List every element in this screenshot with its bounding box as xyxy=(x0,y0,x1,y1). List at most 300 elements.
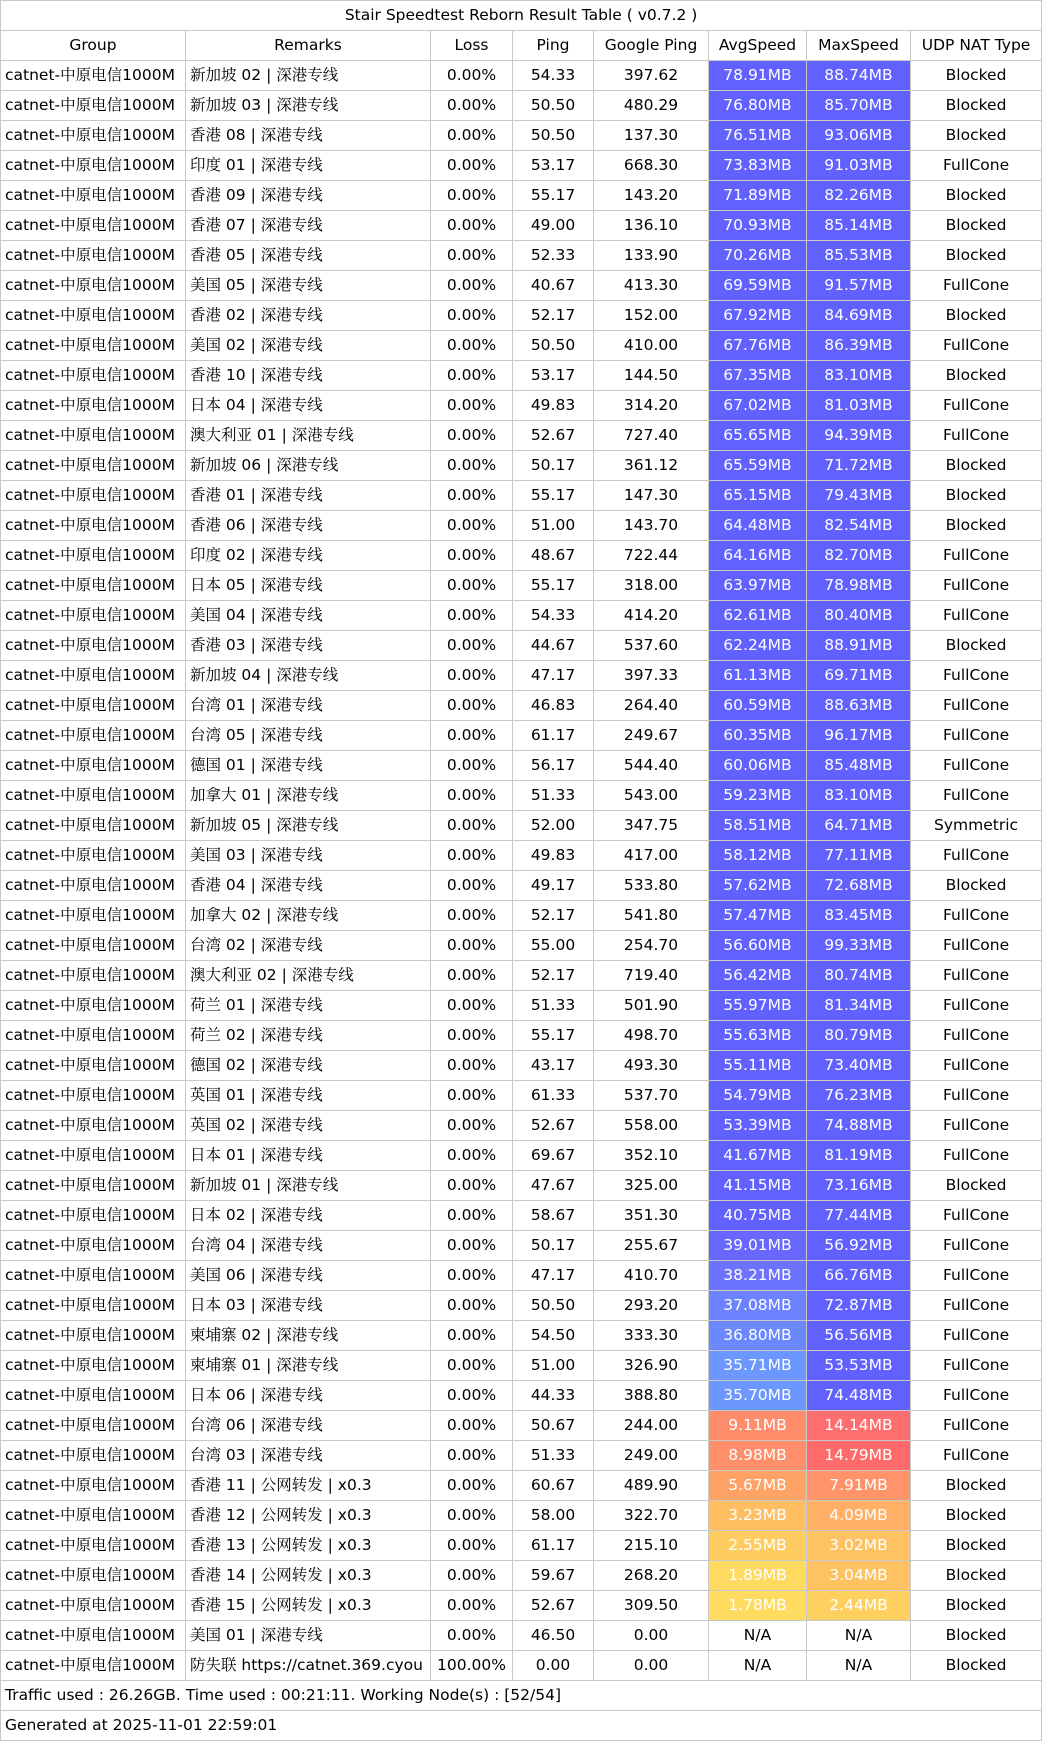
cell-ping: 52.17 xyxy=(513,901,594,931)
cell-group: catnet-中原电信1000M xyxy=(1,1021,186,1051)
table-row xyxy=(1,1201,1042,1231)
cell-group: catnet-中原电信1000M xyxy=(1,721,186,751)
cell-group: catnet-中原电信1000M xyxy=(1,901,186,931)
table-row xyxy=(1,961,1042,991)
cell-avg-speed: 62.24MB xyxy=(709,631,807,661)
cell-ping: 50.17 xyxy=(513,1231,594,1261)
table-row xyxy=(1,271,1042,301)
table-row xyxy=(1,361,1042,391)
table-row xyxy=(1,901,1042,931)
cell-ping: 58.67 xyxy=(513,1201,594,1231)
cell-avg-speed: 61.13MB xyxy=(709,661,807,691)
cell-udp-nat-type: Blocked xyxy=(911,301,1042,331)
cell-loss: 0.00% xyxy=(431,1411,513,1441)
cell-max-speed: 73.40MB xyxy=(807,1051,911,1081)
cell-google-ping: 347.75 xyxy=(594,811,709,841)
cell-loss: 0.00% xyxy=(431,1081,513,1111)
cell-udp-nat-type: FullCone xyxy=(911,271,1042,301)
cell-udp-nat-type: Blocked xyxy=(911,1501,1042,1531)
cell-max-speed: 99.33MB xyxy=(807,931,911,961)
cell-ping: 51.00 xyxy=(513,1351,594,1381)
cell-group: catnet-中原电信1000M xyxy=(1,151,186,181)
cell-google-ping: 293.20 xyxy=(594,1291,709,1321)
table-row xyxy=(1,631,1042,661)
cell-max-speed: 83.45MB xyxy=(807,901,911,931)
cell-remarks: 日本 05 | 深港专线 xyxy=(186,571,431,601)
cell-udp-nat-type: Blocked xyxy=(911,871,1042,901)
cell-remarks: 日本 02 | 深港专线 xyxy=(186,1201,431,1231)
cell-avg-speed: 70.26MB xyxy=(709,241,807,271)
cell-remarks: 美国 05 | 深港专线 xyxy=(186,271,431,301)
cell-udp-nat-type: FullCone xyxy=(911,391,1042,421)
cell-udp-nat-type: FullCone xyxy=(911,901,1042,931)
cell-group: catnet-中原电信1000M xyxy=(1,931,186,961)
cell-ping: 52.67 xyxy=(513,421,594,451)
cell-max-speed: 14.79MB xyxy=(807,1441,911,1471)
cell-avg-speed: 62.61MB xyxy=(709,601,807,631)
cell-group: catnet-中原电信1000M xyxy=(1,1321,186,1351)
cell-remarks: 日本 06 | 深港专线 xyxy=(186,1381,431,1411)
cell-group: catnet-中原电信1000M xyxy=(1,1591,186,1621)
cell-group: catnet-中原电信1000M xyxy=(1,1621,186,1651)
cell-remarks: 柬埔寨 02 | 深港专线 xyxy=(186,1321,431,1351)
cell-google-ping: 351.30 xyxy=(594,1201,709,1231)
cell-loss: 0.00% xyxy=(431,571,513,601)
table-row xyxy=(1,121,1042,151)
table-row xyxy=(1,181,1042,211)
cell-ping: 61.33 xyxy=(513,1081,594,1111)
cell-udp-nat-type: FullCone xyxy=(911,1441,1042,1471)
cell-remarks: 美国 01 | 深港专线 xyxy=(186,1621,431,1651)
cell-avg-speed: 60.06MB xyxy=(709,751,807,781)
cell-remarks: 澳大利亚 02 | 深港专线 xyxy=(186,961,431,991)
cell-loss: 0.00% xyxy=(431,421,513,451)
cell-max-speed: 80.79MB xyxy=(807,1021,911,1051)
cell-ping: 59.67 xyxy=(513,1561,594,1591)
cell-google-ping: 0.00 xyxy=(594,1621,709,1651)
cell-loss: 0.00% xyxy=(431,751,513,781)
cell-ping: 51.33 xyxy=(513,781,594,811)
cell-loss: 0.00% xyxy=(431,211,513,241)
cell-loss: 0.00% xyxy=(431,241,513,271)
cell-google-ping: 397.33 xyxy=(594,661,709,691)
cell-group: catnet-中原电信1000M xyxy=(1,391,186,421)
cell-max-speed: 83.10MB xyxy=(807,781,911,811)
cell-google-ping: 309.50 xyxy=(594,1591,709,1621)
cell-google-ping: 541.80 xyxy=(594,901,709,931)
cell-google-ping: 318.00 xyxy=(594,571,709,601)
cell-ping: 60.67 xyxy=(513,1471,594,1501)
table-row xyxy=(1,1261,1042,1291)
cell-ping: 55.17 xyxy=(513,481,594,511)
cell-loss: 0.00% xyxy=(431,721,513,751)
cell-loss: 0.00% xyxy=(431,841,513,871)
cell-remarks: 日本 04 | 深港专线 xyxy=(186,391,431,421)
cell-avg-speed: 67.02MB xyxy=(709,391,807,421)
cell-udp-nat-type: FullCone xyxy=(911,1351,1042,1381)
header-avg-speed: AvgSpeed xyxy=(709,31,807,61)
cell-udp-nat-type: FullCone xyxy=(911,961,1042,991)
cell-remarks: 香港 05 | 深港专线 xyxy=(186,241,431,271)
cell-ping: 49.17 xyxy=(513,871,594,901)
cell-ping: 54.33 xyxy=(513,601,594,631)
cell-remarks: 香港 11 | 公网转发 | x0.3 xyxy=(186,1471,431,1501)
cell-max-speed: 85.53MB xyxy=(807,241,911,271)
cell-avg-speed: 56.60MB xyxy=(709,931,807,961)
cell-google-ping: 493.30 xyxy=(594,1051,709,1081)
cell-ping: 50.50 xyxy=(513,121,594,151)
cell-avg-speed: 76.80MB xyxy=(709,91,807,121)
cell-loss: 0.00% xyxy=(431,331,513,361)
table-row xyxy=(1,931,1042,961)
header-google-ping: Google Ping xyxy=(594,31,709,61)
cell-remarks: 新加坡 05 | 深港专线 xyxy=(186,811,431,841)
cell-google-ping: 727.40 xyxy=(594,421,709,451)
cell-group: catnet-中原电信1000M xyxy=(1,1201,186,1231)
cell-max-speed: 85.48MB xyxy=(807,751,911,781)
cell-google-ping: 388.80 xyxy=(594,1381,709,1411)
cell-group: catnet-中原电信1000M xyxy=(1,211,186,241)
cell-group: catnet-中原电信1000M xyxy=(1,1441,186,1471)
cell-loss: 0.00% xyxy=(431,301,513,331)
table-row xyxy=(1,391,1042,421)
cell-group: catnet-中原电信1000M xyxy=(1,421,186,451)
cell-udp-nat-type: Blocked xyxy=(911,1591,1042,1621)
cell-remarks: 台湾 06 | 深港专线 xyxy=(186,1411,431,1441)
cell-ping: 47.67 xyxy=(513,1171,594,1201)
cell-loss: 0.00% xyxy=(431,871,513,901)
header-ping: Ping xyxy=(513,31,594,61)
table-row xyxy=(1,481,1042,511)
cell-max-speed: 74.88MB xyxy=(807,1111,911,1141)
cell-ping: 47.17 xyxy=(513,661,594,691)
cell-avg-speed: 71.89MB xyxy=(709,181,807,211)
cell-remarks: 香港 12 | 公网转发 | x0.3 xyxy=(186,1501,431,1531)
cell-google-ping: 133.90 xyxy=(594,241,709,271)
cell-loss: 0.00% xyxy=(431,1471,513,1501)
cell-udp-nat-type: FullCone xyxy=(911,1261,1042,1291)
cell-avg-speed: 55.11MB xyxy=(709,1051,807,1081)
cell-max-speed: 79.43MB xyxy=(807,481,911,511)
header-remarks: Remarks xyxy=(186,31,431,61)
cell-ping: 61.17 xyxy=(513,721,594,751)
cell-group: catnet-中原电信1000M xyxy=(1,181,186,211)
cell-group: catnet-中原电信1000M xyxy=(1,271,186,301)
cell-udp-nat-type: Blocked xyxy=(911,451,1042,481)
cell-avg-speed: 60.35MB xyxy=(709,721,807,751)
cell-avg-speed: 60.59MB xyxy=(709,691,807,721)
cell-udp-nat-type: Blocked xyxy=(911,1561,1042,1591)
cell-max-speed: 74.48MB xyxy=(807,1381,911,1411)
cell-remarks: 美国 04 | 深港专线 xyxy=(186,601,431,631)
table-row xyxy=(1,331,1042,361)
table-row xyxy=(1,1651,1042,1681)
cell-loss: 0.00% xyxy=(431,1561,513,1591)
cell-group: catnet-中原电信1000M xyxy=(1,601,186,631)
cell-group: catnet-中原电信1000M xyxy=(1,691,186,721)
cell-max-speed: 80.74MB xyxy=(807,961,911,991)
cell-avg-speed: 63.97MB xyxy=(709,571,807,601)
cell-loss: 0.00% xyxy=(431,61,513,91)
cell-udp-nat-type: FullCone xyxy=(911,1051,1042,1081)
cell-avg-speed: 65.59MB xyxy=(709,451,807,481)
cell-max-speed: N/A xyxy=(807,1651,911,1681)
cell-group: catnet-中原电信1000M xyxy=(1,1291,186,1321)
table-row xyxy=(1,871,1042,901)
cell-group: catnet-中原电信1000M xyxy=(1,1561,186,1591)
cell-remarks: 新加坡 06 | 深港专线 xyxy=(186,451,431,481)
cell-remarks: 香港 15 | 公网转发 | x0.3 xyxy=(186,1591,431,1621)
cell-group: catnet-中原电信1000M xyxy=(1,961,186,991)
cell-udp-nat-type: Blocked xyxy=(911,1171,1042,1201)
cell-remarks: 台湾 03 | 深港专线 xyxy=(186,1441,431,1471)
cell-ping: 56.17 xyxy=(513,751,594,781)
cell-ping: 52.17 xyxy=(513,961,594,991)
cell-udp-nat-type: FullCone xyxy=(911,1231,1042,1261)
cell-udp-nat-type: FullCone xyxy=(911,601,1042,631)
table-row xyxy=(1,1351,1042,1381)
table-row xyxy=(1,511,1042,541)
cell-udp-nat-type: FullCone xyxy=(911,1381,1042,1411)
cell-udp-nat-type: FullCone xyxy=(911,781,1042,811)
cell-google-ping: 255.67 xyxy=(594,1231,709,1261)
cell-group: catnet-中原电信1000M xyxy=(1,61,186,91)
cell-loss: 0.00% xyxy=(431,451,513,481)
cell-max-speed: 53.53MB xyxy=(807,1351,911,1381)
cell-loss: 0.00% xyxy=(431,181,513,211)
cell-remarks: 澳大利亚 01 | 深港专线 xyxy=(186,421,431,451)
cell-remarks: 美国 02 | 深港专线 xyxy=(186,331,431,361)
cell-remarks: 新加坡 03 | 深港专线 xyxy=(186,91,431,121)
cell-google-ping: 489.90 xyxy=(594,1471,709,1501)
cell-ping: 50.67 xyxy=(513,1411,594,1441)
cell-google-ping: 537.60 xyxy=(594,631,709,661)
cell-udp-nat-type: FullCone xyxy=(911,1411,1042,1441)
cell-google-ping: 537.70 xyxy=(594,1081,709,1111)
cell-loss: 0.00% xyxy=(431,1441,513,1471)
cell-google-ping: 414.20 xyxy=(594,601,709,631)
cell-max-speed: 88.74MB xyxy=(807,61,911,91)
traffic-summary: Traffic used : 26.26GB. Time used : 00:21:11. Working Node(s) : [52/54] xyxy=(1,1681,1042,1711)
cell-google-ping: 143.70 xyxy=(594,511,709,541)
cell-max-speed: 82.26MB xyxy=(807,181,911,211)
cell-avg-speed: 64.16MB xyxy=(709,541,807,571)
cell-remarks: 新加坡 04 | 深港专线 xyxy=(186,661,431,691)
cell-group: catnet-中原电信1000M xyxy=(1,1171,186,1201)
cell-remarks: 香港 03 | 深港专线 xyxy=(186,631,431,661)
cell-max-speed: 2.44MB xyxy=(807,1591,911,1621)
cell-remarks: 美国 06 | 深港专线 xyxy=(186,1261,431,1291)
cell-group: catnet-中原电信1000M xyxy=(1,1231,186,1261)
table-row xyxy=(1,1081,1042,1111)
cell-loss: 0.00% xyxy=(431,91,513,121)
cell-google-ping: 143.20 xyxy=(594,181,709,211)
cell-group: catnet-中原电信1000M xyxy=(1,481,186,511)
cell-avg-speed: 38.21MB xyxy=(709,1261,807,1291)
cell-loss: 0.00% xyxy=(431,1351,513,1381)
cell-remarks: 日本 01 | 深港专线 xyxy=(186,1141,431,1171)
cell-loss: 0.00% xyxy=(431,901,513,931)
cell-udp-nat-type: FullCone xyxy=(911,541,1042,571)
cell-remarks: 台湾 01 | 深港专线 xyxy=(186,691,431,721)
cell-max-speed: 78.98MB xyxy=(807,571,911,601)
cell-avg-speed: 65.65MB xyxy=(709,421,807,451)
cell-ping: 55.17 xyxy=(513,181,594,211)
cell-loss: 100.00% xyxy=(431,1651,513,1681)
cell-avg-speed: 3.23MB xyxy=(709,1501,807,1531)
cell-ping: 46.50 xyxy=(513,1621,594,1651)
cell-max-speed: 56.92MB xyxy=(807,1231,911,1261)
cell-ping: 58.00 xyxy=(513,1501,594,1531)
cell-udp-nat-type: FullCone xyxy=(911,331,1042,361)
cell-loss: 0.00% xyxy=(431,151,513,181)
cell-max-speed: 88.63MB xyxy=(807,691,911,721)
table-row xyxy=(1,781,1042,811)
cell-google-ping: 137.30 xyxy=(594,121,709,151)
cell-loss: 0.00% xyxy=(431,1381,513,1411)
table-row xyxy=(1,1411,1042,1441)
cell-avg-speed: 9.11MB xyxy=(709,1411,807,1441)
table-row xyxy=(1,721,1042,751)
table-row xyxy=(1,1111,1042,1141)
cell-avg-speed: 5.67MB xyxy=(709,1471,807,1501)
cell-max-speed: 72.87MB xyxy=(807,1291,911,1321)
cell-udp-nat-type: Blocked xyxy=(911,631,1042,661)
table-row xyxy=(1,1321,1042,1351)
cell-group: catnet-中原电信1000M xyxy=(1,331,186,361)
table-row xyxy=(1,1051,1042,1081)
cell-max-speed: 66.76MB xyxy=(807,1261,911,1291)
cell-google-ping: 152.00 xyxy=(594,301,709,331)
cell-google-ping: 314.20 xyxy=(594,391,709,421)
cell-avg-speed: 67.76MB xyxy=(709,331,807,361)
cell-google-ping: 264.40 xyxy=(594,691,709,721)
cell-avg-speed: 37.08MB xyxy=(709,1291,807,1321)
cell-remarks: 香港 07 | 深港专线 xyxy=(186,211,431,241)
cell-udp-nat-type: Blocked xyxy=(911,121,1042,151)
cell-remarks: 荷兰 02 | 深港专线 xyxy=(186,1021,431,1051)
cell-loss: 0.00% xyxy=(431,1111,513,1141)
cell-max-speed: 86.39MB xyxy=(807,331,911,361)
cell-udp-nat-type: FullCone xyxy=(911,991,1042,1021)
cell-max-speed: 91.57MB xyxy=(807,271,911,301)
cell-udp-nat-type: Blocked xyxy=(911,1621,1042,1651)
cell-max-speed: 82.54MB xyxy=(807,511,911,541)
cell-udp-nat-type: FullCone xyxy=(911,1291,1042,1321)
cell-avg-speed: 70.93MB xyxy=(709,211,807,241)
cell-group: catnet-中原电信1000M xyxy=(1,1411,186,1441)
cell-udp-nat-type: FullCone xyxy=(911,151,1042,181)
cell-max-speed: 69.71MB xyxy=(807,661,911,691)
cell-ping: 54.33 xyxy=(513,61,594,91)
table-row xyxy=(1,541,1042,571)
cell-google-ping: 543.00 xyxy=(594,781,709,811)
cell-ping: 51.33 xyxy=(513,1441,594,1471)
cell-remarks: 英国 02 | 深港专线 xyxy=(186,1111,431,1141)
cell-group: catnet-中原电信1000M xyxy=(1,301,186,331)
cell-udp-nat-type: Blocked xyxy=(911,481,1042,511)
generated-timestamp: Generated at 2025-11-01 22:59:01 xyxy=(1,1711,1042,1741)
cell-ping: 55.17 xyxy=(513,1021,594,1051)
cell-avg-speed: 8.98MB xyxy=(709,1441,807,1471)
cell-group: catnet-中原电信1000M xyxy=(1,1651,186,1681)
table-row xyxy=(1,1561,1042,1591)
cell-google-ping: 413.30 xyxy=(594,271,709,301)
cell-ping: 51.33 xyxy=(513,991,594,1021)
cell-group: catnet-中原电信1000M xyxy=(1,91,186,121)
cell-group: catnet-中原电信1000M xyxy=(1,841,186,871)
cell-google-ping: 322.70 xyxy=(594,1501,709,1531)
cell-google-ping: 722.44 xyxy=(594,541,709,571)
cell-group: catnet-中原电信1000M xyxy=(1,1351,186,1381)
cell-avg-speed: 58.51MB xyxy=(709,811,807,841)
cell-udp-nat-type: FullCone xyxy=(911,1321,1042,1351)
table-row xyxy=(1,811,1042,841)
cell-remarks: 香港 01 | 深港专线 xyxy=(186,481,431,511)
cell-udp-nat-type: Symmetric xyxy=(911,811,1042,841)
cell-avg-speed: 35.71MB xyxy=(709,1351,807,1381)
table-row xyxy=(1,451,1042,481)
cell-udp-nat-type: FullCone xyxy=(911,571,1042,601)
cell-avg-speed: 36.80MB xyxy=(709,1321,807,1351)
cell-group: catnet-中原电信1000M xyxy=(1,1381,186,1411)
cell-max-speed: 91.03MB xyxy=(807,151,911,181)
table-row xyxy=(1,241,1042,271)
table-row xyxy=(1,601,1042,631)
table-row xyxy=(1,421,1042,451)
cell-ping: 55.17 xyxy=(513,571,594,601)
table-row xyxy=(1,841,1042,871)
cell-max-speed: 96.17MB xyxy=(807,721,911,751)
cell-group: catnet-中原电信1000M xyxy=(1,361,186,391)
cell-ping: 46.83 xyxy=(513,691,594,721)
cell-avg-speed: 73.83MB xyxy=(709,151,807,181)
cell-ping: 53.17 xyxy=(513,151,594,181)
cell-google-ping: 215.10 xyxy=(594,1531,709,1561)
cell-google-ping: 410.70 xyxy=(594,1261,709,1291)
cell-ping: 49.83 xyxy=(513,841,594,871)
cell-group: catnet-中原电信1000M xyxy=(1,751,186,781)
cell-group: catnet-中原电信1000M xyxy=(1,991,186,1021)
cell-ping: 52.67 xyxy=(513,1111,594,1141)
cell-loss: 0.00% xyxy=(431,391,513,421)
cell-avg-speed: 67.92MB xyxy=(709,301,807,331)
cell-max-speed: 73.16MB xyxy=(807,1171,911,1201)
cell-avg-speed: 78.91MB xyxy=(709,61,807,91)
cell-google-ping: 268.20 xyxy=(594,1561,709,1591)
cell-max-speed: 81.19MB xyxy=(807,1141,911,1171)
cell-remarks: 台湾 04 | 深港专线 xyxy=(186,1231,431,1261)
cell-udp-nat-type: FullCone xyxy=(911,751,1042,781)
cell-google-ping: 668.30 xyxy=(594,151,709,181)
cell-remarks: 英国 01 | 深港专线 xyxy=(186,1081,431,1111)
cell-ping: 48.67 xyxy=(513,541,594,571)
cell-udp-nat-type: Blocked xyxy=(911,211,1042,241)
cell-avg-speed: 55.63MB xyxy=(709,1021,807,1051)
cell-loss: 0.00% xyxy=(431,1591,513,1621)
cell-max-speed: 72.68MB xyxy=(807,871,911,901)
table-row xyxy=(1,991,1042,1021)
cell-avg-speed: 58.12MB xyxy=(709,841,807,871)
cell-ping: 61.17 xyxy=(513,1531,594,1561)
cell-avg-speed: N/A xyxy=(709,1651,807,1681)
table-row xyxy=(1,1231,1042,1261)
cell-loss: 0.00% xyxy=(431,1171,513,1201)
cell-avg-speed: 64.48MB xyxy=(709,511,807,541)
table-row xyxy=(1,1381,1042,1411)
cell-max-speed: 80.40MB xyxy=(807,601,911,631)
cell-avg-speed: 54.79MB xyxy=(709,1081,807,1111)
